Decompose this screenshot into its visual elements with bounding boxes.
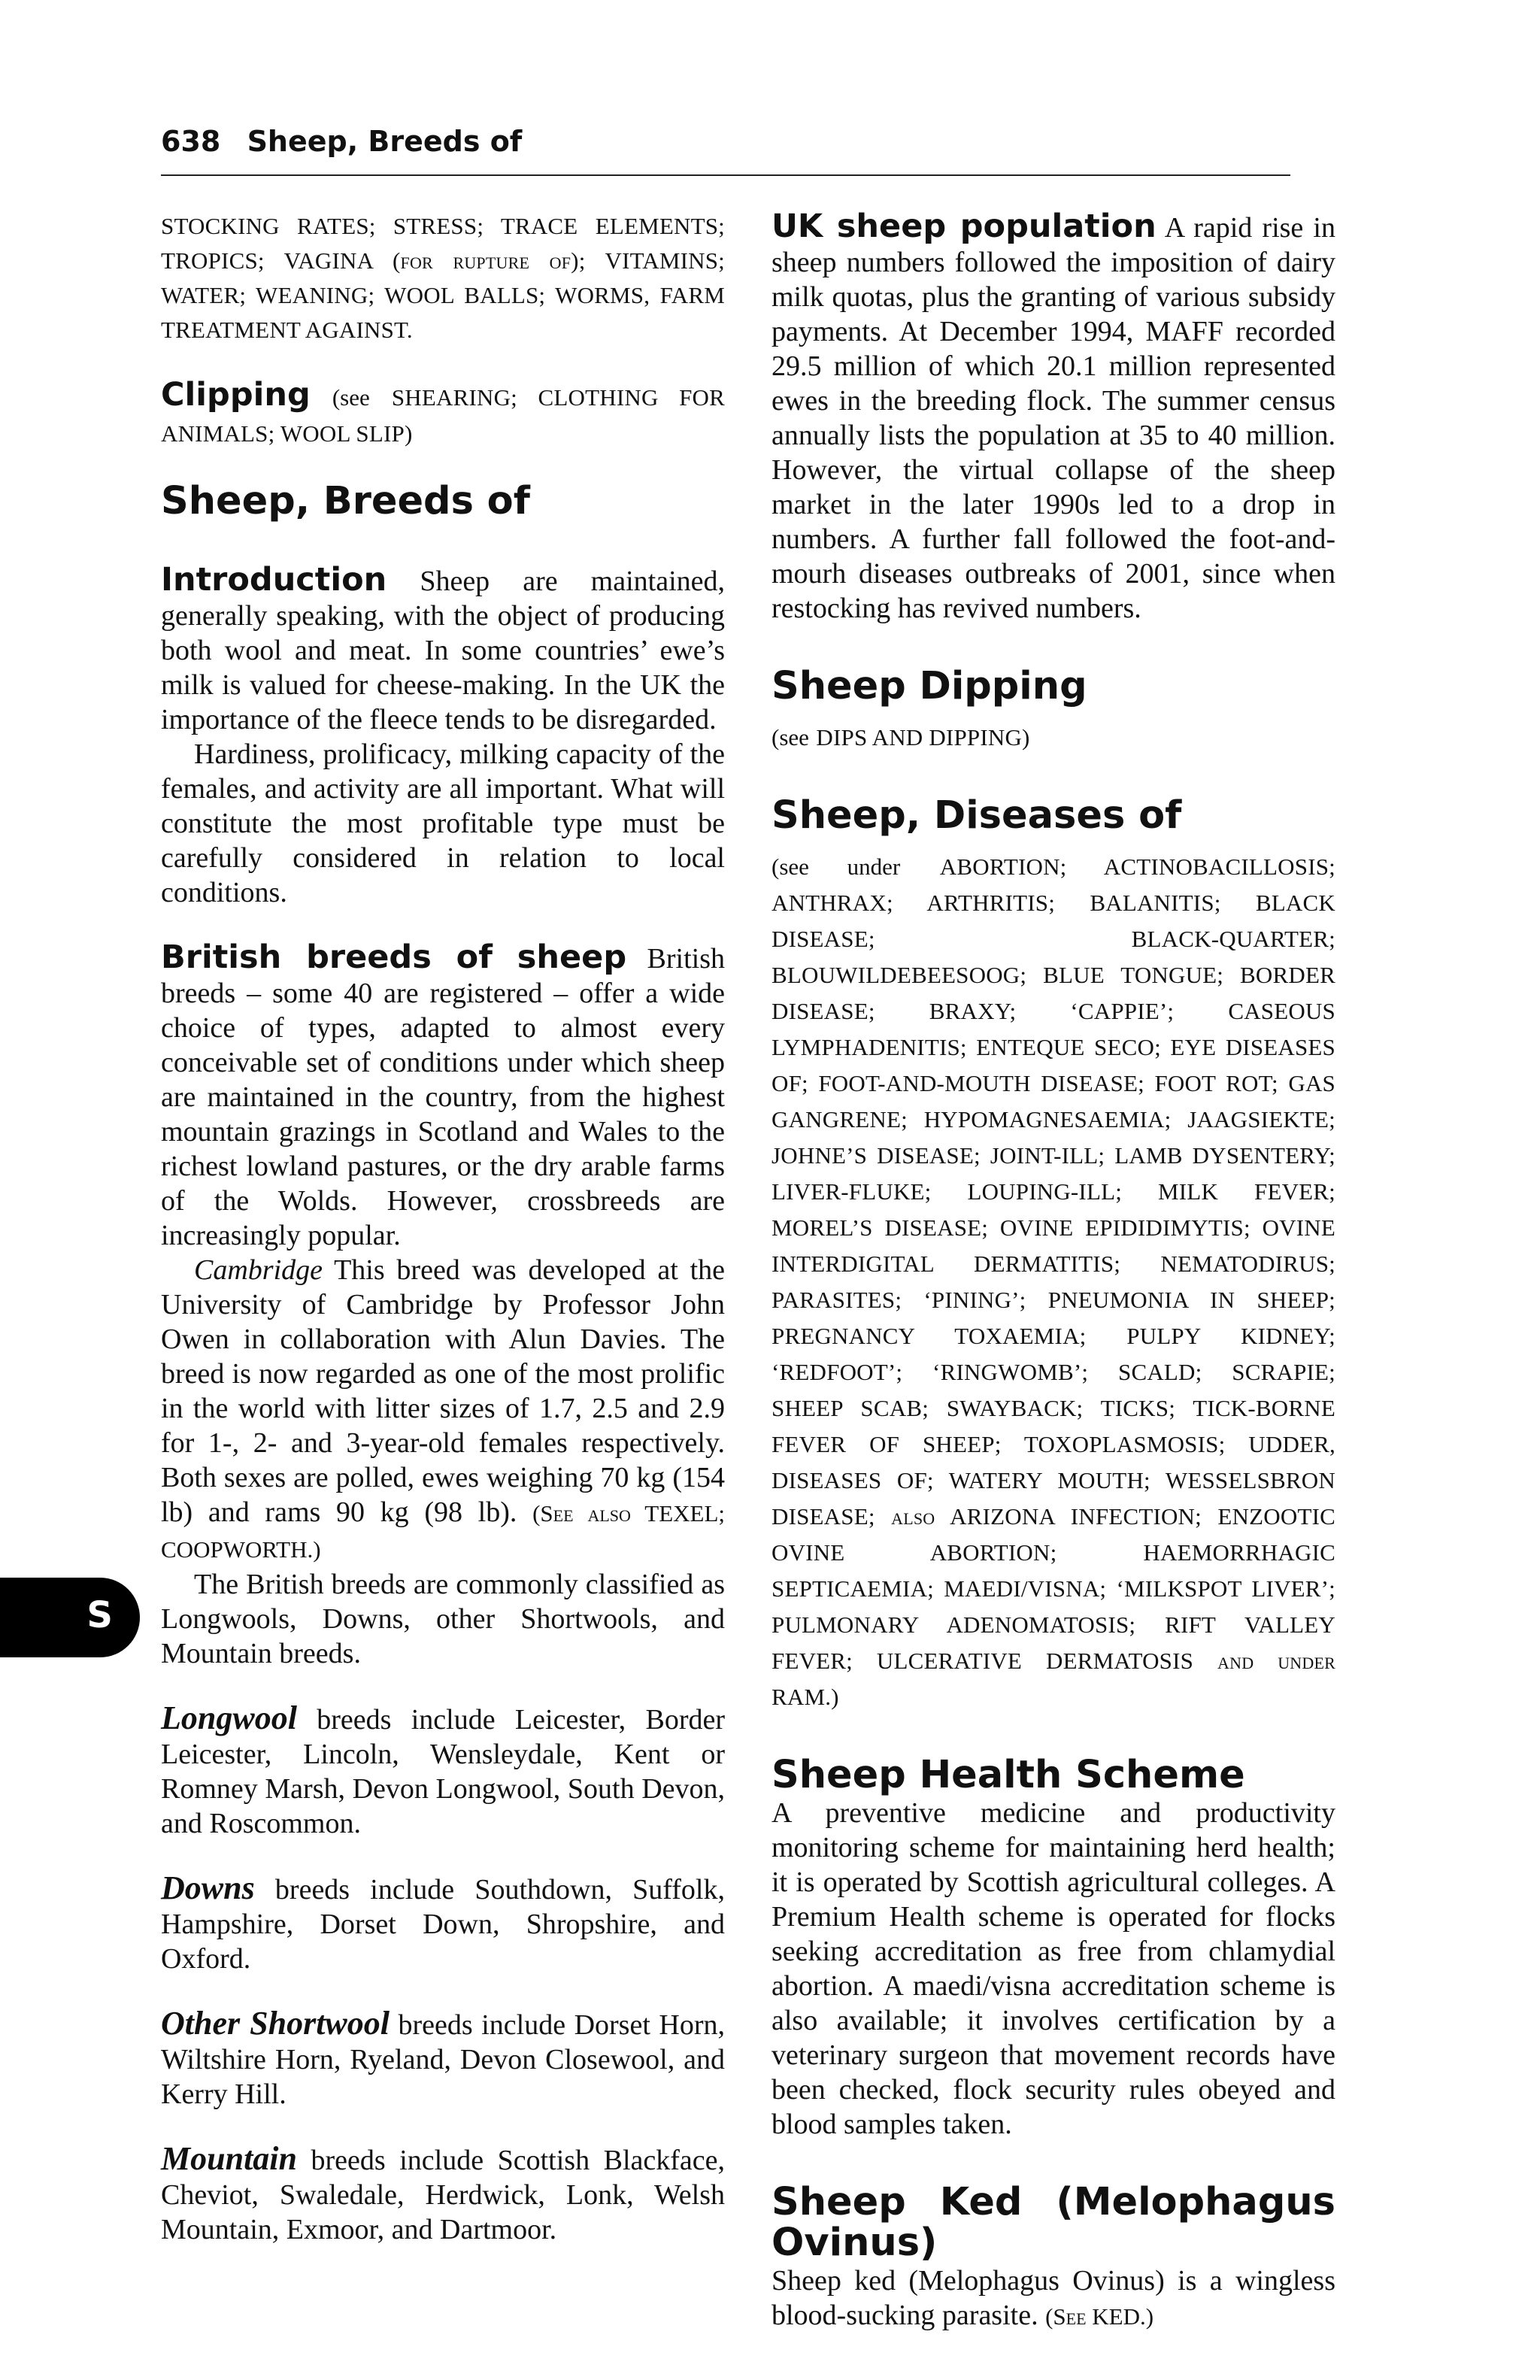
entry-title-health-scheme: Sheep Health Scheme xyxy=(772,1753,1245,1797)
see-also: (See also TEXEL; COOPWORTH.) xyxy=(161,1500,726,1563)
subsection-head: British breeds of sheep xyxy=(161,938,627,976)
running-head xyxy=(161,125,1289,158)
paragraph-text: British breeds – some 40 are registered – offer a wide choice of types, adapted to almost every conceivable set of conditions under which sheep are maintained in the country, from the highest mountain grazings in Scotland and Wales to the richest lowland pastures, or the dry arable farms of the Wolds. However, crossbreeds are increasingly popular. xyxy=(161,943,726,1251)
breed-label: Cambridge xyxy=(194,1254,323,1286)
paragraph: A preventive medicine and productivity monitoring scheme for maintaining herd health; it is operated by Scottish agricultural colleges. A Premium Health scheme is operated for flocks seeking accreditation as free from chlamydial abortion. A maedi/visna accreditation scheme is also available; it involves certification by a veterinary surgeon that movement records have been checked, flock security rules obeyed and blood samples taken. xyxy=(772,1797,1335,2140)
paragraph-text: breeds include Dorset Horn, Wiltshire Horn, Ryeland, Devon Closewool, and Kerry Hill. xyxy=(161,2009,725,2110)
sheep-ked-paragraph xyxy=(772,2263,1335,2334)
entry-title-diseases: Sheep, Diseases of xyxy=(772,793,1182,838)
paragraph-text: breeds include Leicester, Border Leicester, Lincoln, Wensleydale, Kent or Romney Marsh, Devon Longwool, South Devon, and Roscommon. xyxy=(161,1704,725,1839)
see-label: (see under xyxy=(772,853,901,880)
british-breeds-paragraph xyxy=(161,940,725,1253)
paragraph-text: A rapid rise in sheep numbers followed the imposition of dairy milk quotas, plus the granting of various subsidy payments. At December 1994, MAFF recorded 29.5 million of which 20.1 million represented ewes in the breeding flock. The summer census annually lists the population at 35 to 40 million. However, the virtual collapse of the sheep market in the later 1990s led to a drop in numbers. A further fall followed the foot-and-mourh diseases outbreaks of 2001, since when restocking has revived numbers. xyxy=(772,212,1335,624)
see-label: (see xyxy=(772,724,809,750)
paragraph-text: breeds include Southdown, Suffolk, Hampshire, Dorset Down, Shropshire, and Oxford. xyxy=(161,1874,725,1975)
entry-xref: SHEARING; CLOTHING FOR ANIMALS; WOOL SLIP) xyxy=(161,384,726,447)
entry-xref: DIPS AND DIPPING) xyxy=(816,724,1030,750)
paragraph-text: This breed was developed at the University of Cambridge by Professor John Owen in collaboration with Alun Davies. The breed is now regarded as one of the most prolific in the world with litter sizes of 1.7, 2.5 and 2.9 for 1-, 2- and 3-year-old females respectively. Both sexes are polled, ewes weighing 70 kg (154 lb) and rams 90 kg (98 lb). xyxy=(161,1254,725,1528)
right-column xyxy=(772,209,1335,2334)
left-column xyxy=(161,209,725,2247)
subsection-head: Introduction xyxy=(161,561,387,599)
downs-paragraph xyxy=(161,1871,725,1976)
section-letter: S xyxy=(86,1594,113,1636)
entry-xref: ABORTION; ACTINOBACILLOSIS; ANTHRAX; ARTHRITIS; BALANITIS; BLACK DISEASE; BLACK-QUARTER; BLOUWILDEBEESOOG; BLUE TONGUE; BORDER DISEASE; BRAXY; ‘CAPPIE’; CASEOUS LYMPHADENITIS; ENTEQUE SECO; EYE DISEASES OF; FOOT-AND-MOUTH DISEASE; FOOT ROT; GAS GANGRENE; HYPOMAGNESAEMIA; JAAGSIEKTE; JOHNE’S DISEASE; JOINT-ILL; LAMB DYSENTERY; LIVER-FLUKE; LOUPING-ILL; MILK FEVER; MOREL’S DISEASE; OVINE EPIDIDIMYTIS; OVINE INTERDIGITAL DERMATITIS; NEMATODIRUS; PARASITES; ‘PINING’; PNEUMONIA IN SHEEP; PREGNANCY TOXAEMIA; PULPY KIDNEY; ‘REDFOOT’; ‘RINGWOMB’; SCALD; SCRAPIE; SHEEP SCAB; SWAYBACK; TICKS; TICK-BORNE FEVER OF SHEEP; TOXOPLASMOSIS; UDDER, DISEASES OF; WATERY MOUTH; WESSELSBRON DISEASE; also ARIZONA INFECTION; ENZOOTIC OVINE ABORTION; HAEMORRHAGIC SEPTICAEMIA; MAEDI/VISNA; ‘MILKSPOT LIVER’; PULMONARY ADENOMATOSIS; RIFT VALLEY FEVER; ULCERATIVE DERMATOSIS and under RAM.) xyxy=(772,853,1335,1710)
introduction-paragraph xyxy=(161,562,725,737)
section-title: Sheep, Breeds of xyxy=(161,479,530,523)
uk-population-paragraph xyxy=(772,209,1335,626)
section-thumb-tab xyxy=(0,1578,140,1657)
page-number: 638 xyxy=(161,125,221,158)
shortwool-paragraph xyxy=(161,2006,725,2112)
header-rule xyxy=(161,174,1290,176)
longwool-paragraph xyxy=(161,1701,725,1841)
mountain-paragraph xyxy=(161,2142,725,2247)
paragraph-text: Sheep ked (Melophagus Ovinus) is a wingless blood-sucking parasite. xyxy=(772,2265,1335,2331)
paragraph: The British breeds are commonly classified as Longwools, Downs, other Shortwools, and Mountain breeds. xyxy=(161,1569,725,1669)
group-head: Mountain xyxy=(161,2140,297,2177)
running-title: Sheep, Breeds of xyxy=(247,125,523,158)
entry-title-sheep-ked: Sheep Ked (Melophagus Ovinus) xyxy=(772,2180,1335,2265)
entry-title-dipping: Sheep Dipping xyxy=(772,664,1087,708)
group-head: Longwool xyxy=(161,1699,297,1736)
see-also: (See KED.) xyxy=(1045,2303,1154,2330)
entry-clipping xyxy=(161,377,725,451)
paragraph-text: Sheep are maintained, generally speaking, with the object of producing both wool and meat. In some countries’ ewe’s milk is valued for cheese-making. In the UK the importance of the fleece tends to be disregarded. xyxy=(161,565,725,735)
cambridge-paragraph xyxy=(161,1253,725,1567)
cross-reference-continued: STOCKING RATES; STRESS; TRACE ELEMENTS; TROPICS; VAGINA (for rupture of); VITAMINS; WATER; WEANING; WOOL BALLS; WORMS, FARM TREATMENT AGAINST. xyxy=(161,213,725,343)
subsection-head: UK sheep population xyxy=(772,208,1157,245)
paragraph-text: breeds include Scottish Blackface, Cheviot, Swaledale, Herdwick, Lonk, Welsh Mountain, Exmoor, and Dartmoor. xyxy=(161,2145,726,2245)
group-head: Downs xyxy=(161,1869,255,1906)
group-head: Other Shortwool xyxy=(161,2005,390,2042)
diseases-xref xyxy=(772,848,1335,1715)
see-label: (see xyxy=(332,384,370,411)
paragraph: Hardiness, prolificacy, milking capacity of the females, and activity are all important. What will constitute the most profitable type must be carefully considered in relation to local conditions. xyxy=(161,738,725,908)
dipping-xref xyxy=(772,719,1335,755)
entry-head: Clipping xyxy=(161,376,311,414)
